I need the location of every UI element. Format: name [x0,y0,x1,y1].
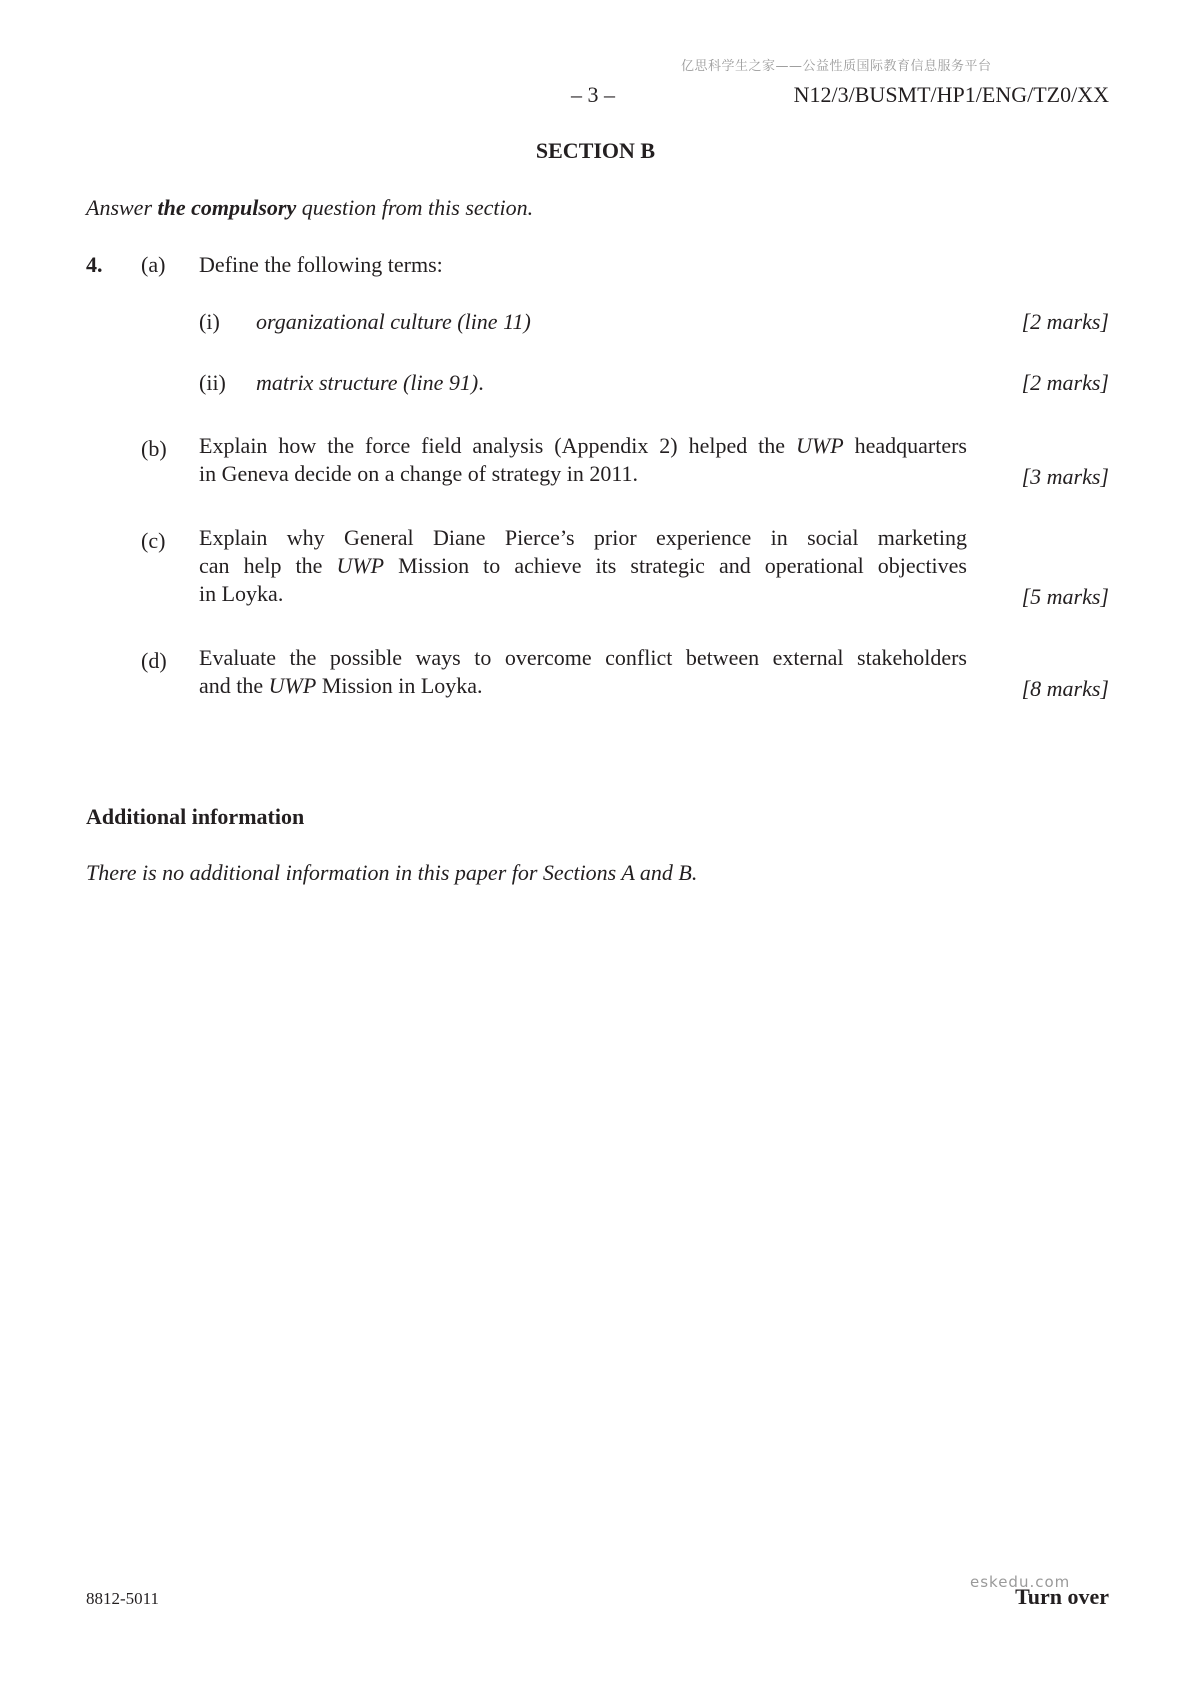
part-c-label: (c) [141,528,166,553]
subpart-ii-period: . [478,370,484,395]
part-c-line-3: in Loyka. [199,581,284,606]
subpart-ii-text [256,370,484,396]
part-d-line-2 [199,672,967,700]
watermark-url: eskedu.com [970,1573,1071,1591]
text-run: Mission to achieve its strategic and operational objectives [384,553,967,578]
subpart-i-label: (i) [199,309,220,334]
footer-code: 8812-5011 [86,1589,160,1608]
instruction-emphasis: the compulsory [157,195,297,220]
text-run: and the [199,673,269,698]
organization-name: UWP [796,433,844,458]
part-a-text: Define the following terms: [199,252,443,277]
instruction-text-end: question from this section. [296,195,534,220]
instruction-text: Answer [86,195,158,220]
part-c-line-1: Explain why General Diane Pierce’s prior experience in social marketing [199,525,967,550]
organization-name: UWP [268,673,317,698]
page-number: – 3 – [571,82,615,107]
question-number: 4. [86,252,103,277]
part-d-text [199,644,967,700]
part-d-line-1: Evaluate the possible ways to overcome conflict between external stakeholders [199,645,967,670]
subpart-i-marks: [2 marks] [1021,309,1109,334]
part-c-marks: [5 marks] [1021,584,1109,609]
part-d-label: (d) [141,648,167,673]
part-b-label: (b) [141,436,167,461]
part-c-text [199,524,967,608]
paper-code: N12/3/BUSMT/HP1/ENG/TZ0/XX [793,82,1109,107]
subpart-i-text: organizational culture (line 11) [256,309,531,334]
organization-name: UWP [336,553,385,578]
text-run: Mission in Loyka. [316,673,483,698]
text-run: can help the [199,553,337,578]
part-b-text [199,432,967,488]
part-d-marks: [8 marks] [1021,676,1109,701]
subpart-ii-term: matrix structure (line 91) [256,370,479,395]
section-title: SECTION B [535,138,656,163]
subpart-ii-label: (ii) [199,370,226,395]
section-instruction [86,195,533,221]
turn-over-label: Turn over [1015,1584,1109,1609]
part-c-line-2 [199,552,967,580]
part-b-line-1 [199,432,967,460]
part-b-marks: [3 marks] [1021,464,1109,489]
additional-info-heading: Additional information [86,804,305,829]
additional-info-text: There is no additional information in this paper for Sections A and B. [86,860,698,885]
part-b-line-2: in Geneva decide on a change of strategy in 2011. [199,461,639,486]
watermark-text: 亿思科学生之家——公益性质国际教育信息服务平台 [681,59,992,74]
subpart-ii-marks: [2 marks] [1021,370,1109,395]
text-run: Explain how the force field analysis (Appendix 2) helped the [199,433,796,458]
part-a-label: (a) [141,252,166,277]
text-run: headquarters [843,433,967,458]
